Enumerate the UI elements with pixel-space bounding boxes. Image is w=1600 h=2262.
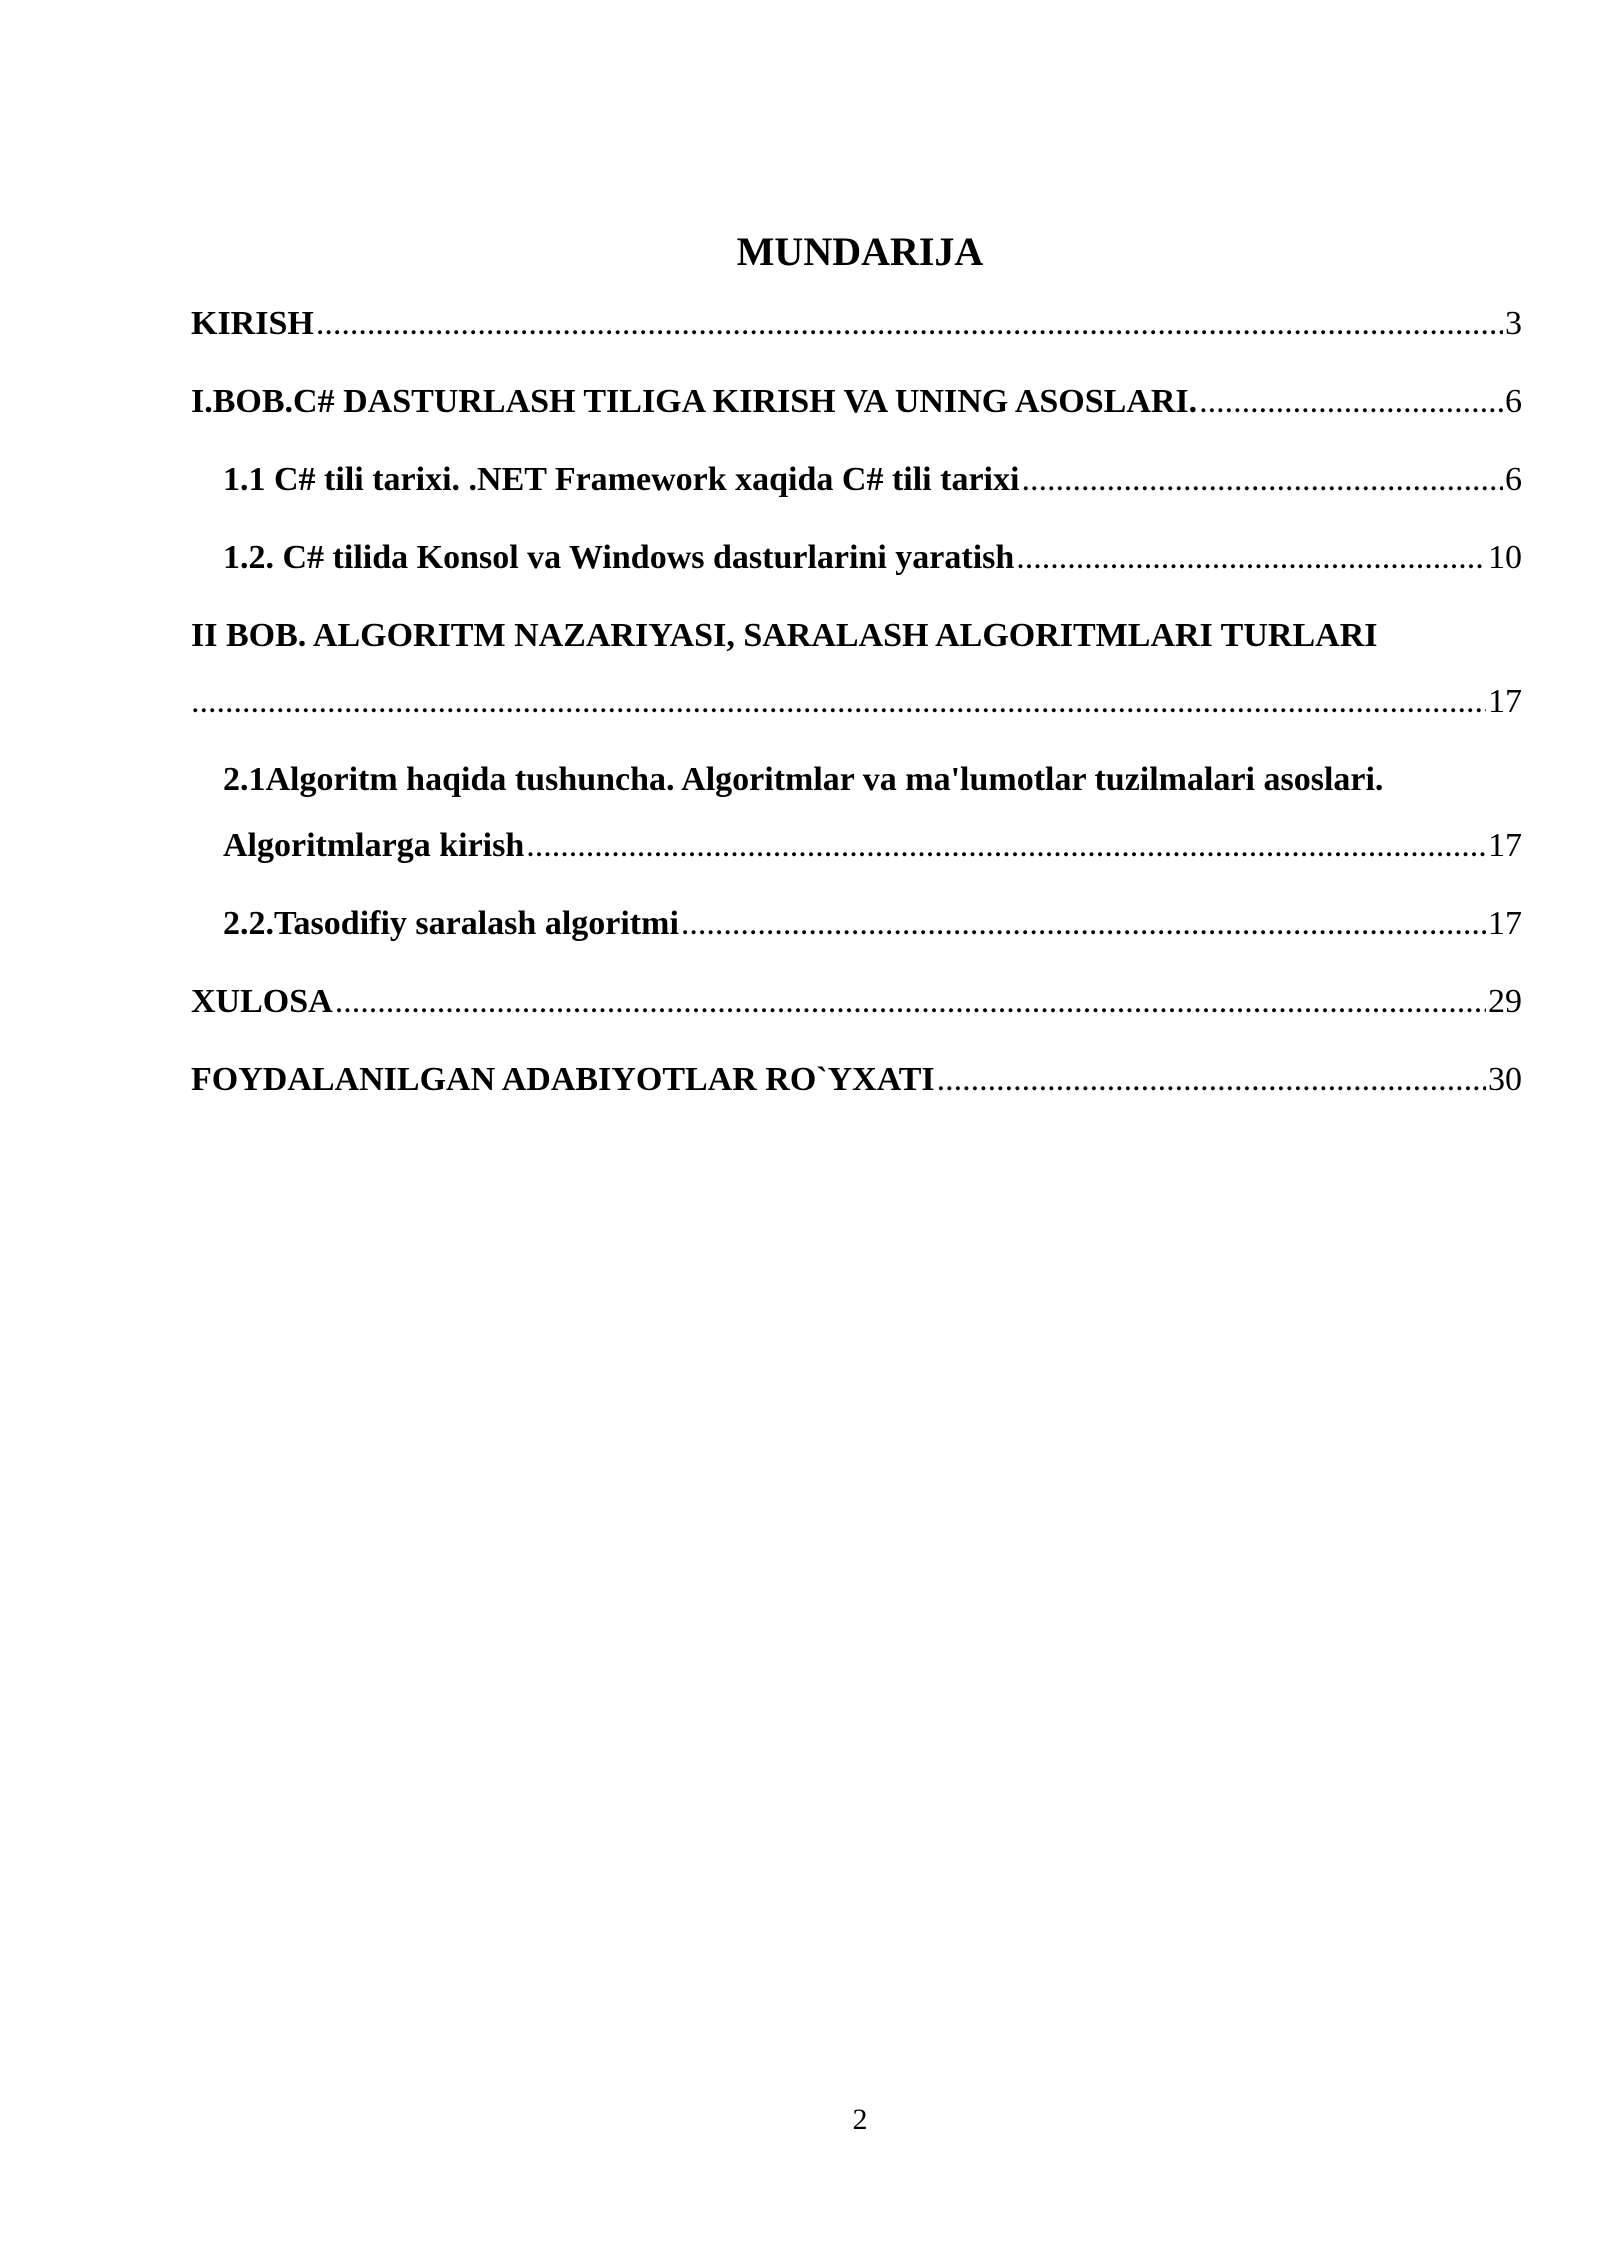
- toc-page-number: 17: [1488, 827, 1522, 864]
- toc-page-number: 17: [1488, 683, 1522, 720]
- toc-entry-kirish[interactable]: [191, 302, 1522, 346]
- toc-entry-section-2-2[interactable]: [223, 902, 1522, 946]
- toc-leader-dots: [681, 902, 1486, 946]
- toc-leader-dots: [1199, 380, 1503, 424]
- toc-entry-section-1-1[interactable]: [223, 458, 1522, 502]
- toc-leader-dots: [316, 302, 1503, 346]
- toc-leader-dots: [526, 824, 1486, 868]
- toc-entry-chapter-2-label[interactable]: II BOB. ALGORITM NAZARIYASI, SARALASH ALGORITMLARI TURLARI: [191, 617, 1378, 654]
- toc-page-number: 6: [1505, 383, 1522, 420]
- toc-leader-dots: [1021, 458, 1503, 502]
- toc-leader-dots: [937, 1058, 1486, 1102]
- toc-entry-label: 1.1 C# tili tarixi. .NET Framework xaqida C# tili tarixi: [223, 461, 1020, 498]
- toc-leader-dots: [191, 680, 1486, 724]
- toc-page-number: 29: [1488, 983, 1522, 1020]
- toc-entry-label: I.BOB.C# DASTURLASH TILIGA KIRISH VA UNING ASOSLARI.: [191, 383, 1198, 420]
- toc-entry-xulosa[interactable]: [191, 980, 1522, 1024]
- toc-entry-section-2-1[interactable]: [223, 824, 1522, 868]
- toc-entry-label: 2.2.Tasodifiy saralash algoritmi: [223, 905, 679, 942]
- toc-entry-label: FOYDALANILGAN ADABIYOTLAR RO`YXATI: [191, 1061, 935, 1098]
- toc-page-number: 17: [1488, 905, 1522, 942]
- toc-page-number: 10: [1488, 539, 1522, 576]
- page-number-footer: 2: [852, 2103, 868, 2136]
- toc-page-number: 3: [1505, 305, 1522, 342]
- toc-leader-dots: [1016, 536, 1486, 580]
- toc-entry-section-1-2[interactable]: [223, 536, 1522, 580]
- toc-entry-references[interactable]: [191, 1058, 1522, 1102]
- toc-entry-label: XULOSA: [191, 983, 333, 1020]
- toc-entry-label: 1.2. C# tilida Konsol va Windows dasturlarini yaratish: [223, 539, 1015, 576]
- toc-leader-dots: [335, 980, 1486, 1024]
- toc-page-number: 6: [1505, 461, 1522, 498]
- toc-page-number: 30: [1488, 1061, 1522, 1098]
- toc-entry-label: KIRISH: [191, 305, 314, 342]
- toc-entry-label: Algoritmlarga kirish: [223, 827, 525, 864]
- page-title: MUNDARIJA: [736, 229, 984, 274]
- toc-entry-chapter-2[interactable]: [191, 680, 1522, 724]
- toc-entry-chapter-1[interactable]: [191, 380, 1522, 424]
- toc-entry-section-2-1-label[interactable]: 2.1Algoritm haqida tushuncha. Algoritmlar va ma'lumotlar tuzilmalari asoslari.: [223, 761, 1384, 798]
